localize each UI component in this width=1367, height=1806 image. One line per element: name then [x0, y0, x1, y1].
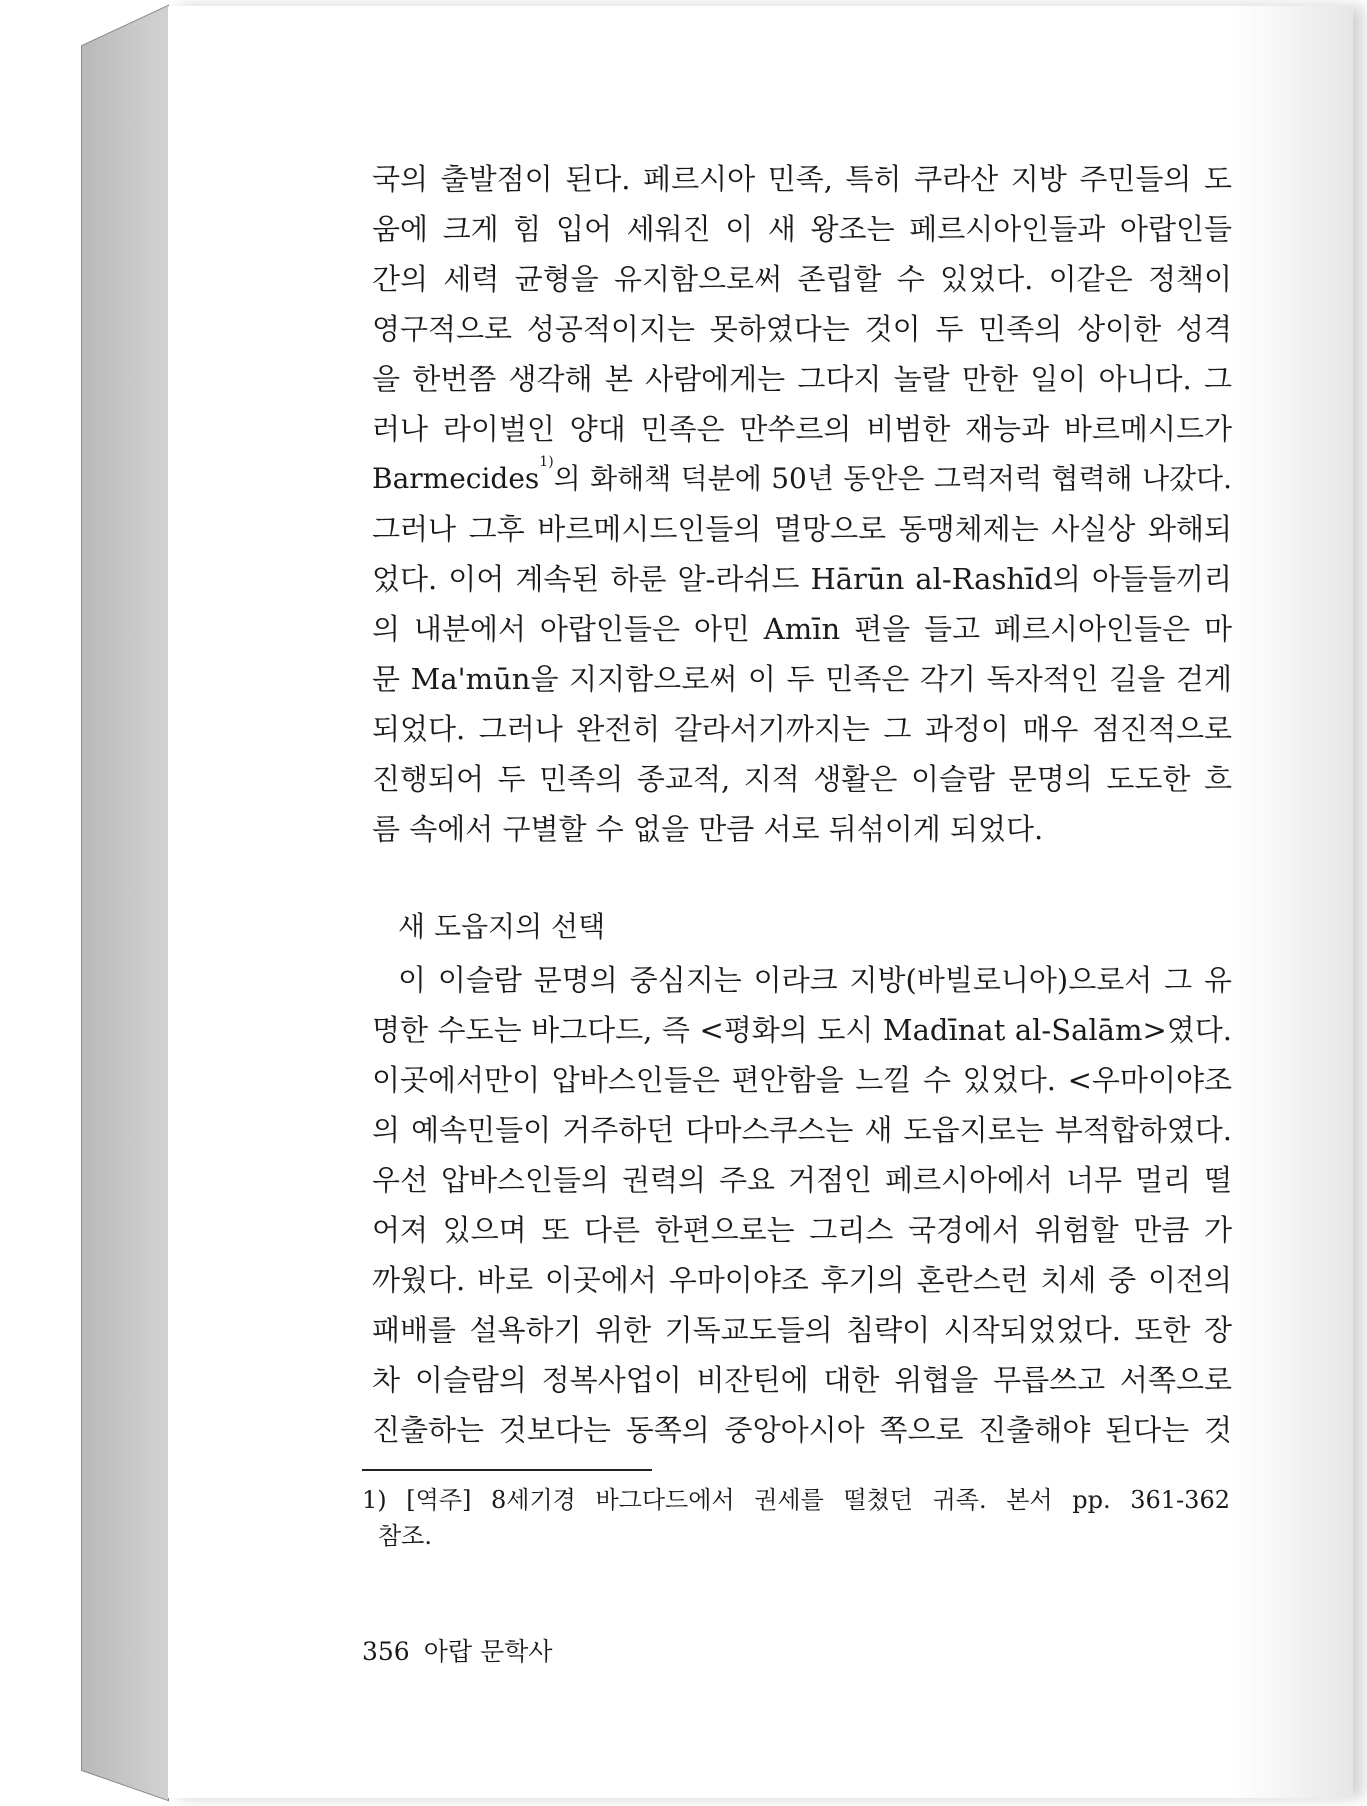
paragraph-2 — [372, 955, 1232, 1455]
text-line: 우선 압바스인들의 권력의 주요 거점인 페르시아에서 너무 멀리 떨 — [372, 1163, 1232, 1197]
footnote-line: 참조. — [378, 1522, 432, 1550]
text-line: 움에 크게 힘 입어 세워진 이 새 왕조는 페르시아인들과 아랍인들 — [372, 212, 1232, 246]
footnote-divider — [362, 1469, 652, 1471]
text-line: 진행되어 두 민족의 종교적, 지적 생활은 이슬람 문명의 도도한 흐 — [372, 762, 1232, 796]
page-footer — [362, 1632, 566, 1668]
text-line: 국의 출발점이 된다. 페르시아 민족, 특히 쿠라산 지방 주민들의 도 — [372, 162, 1232, 196]
text-line: 패배를 설욕하기 위한 기독교도들의 침략이 시작되었었다. 또한 장 — [372, 1313, 1232, 1347]
text-line-rest: 의 화해책 덕분에 50년 동안은 그럭저럭 협력해 나갔다. — [553, 462, 1232, 495]
text-line: 이곳에서만이 압바스인들은 편안함을 느낄 수 있었다. <우마이야조 — [372, 1063, 1232, 1097]
page-number: 356 — [362, 1637, 410, 1666]
footnote — [362, 1482, 1230, 1554]
text-line: 의 예속민들이 거주하던 다마스쿠스는 새 도읍지로는 부적합하였다. — [372, 1113, 1232, 1147]
text-line: 영구적으로 성공적이지는 못하였다는 것이 두 민족의 상이한 성격 — [372, 312, 1232, 346]
footnote-marker: 1) — [539, 454, 554, 470]
paragraph-1 — [372, 154, 1232, 854]
text-line — [372, 454, 1232, 504]
text-line: 러나 라이벌인 양대 민족은 만쑤르의 비범한 재능과 바르메시드가 — [372, 412, 1232, 446]
text-line: 진출하는 것보다는 동쪽의 중앙아시아 쪽으로 진출해야 된다는 것 — [372, 1413, 1232, 1447]
text-line: 까웠다. 바로 이곳에서 우마이야조 후기의 혼란스런 치세 중 이전의 — [372, 1263, 1232, 1297]
footnote-line: 1) [역주] 8세기경 바그다드에서 권세를 떨쳤던 귀족. 본서 pp. 361-362 — [362, 1486, 1230, 1514]
text-line: 이 이슬람 문명의 중심지는 이라크 지방(바빌로니아)으로서 그 유 — [398, 963, 1232, 997]
text-line: 그러나 그후 바르메시드인들의 멸망으로 동맹체제는 사실상 와해되 — [372, 512, 1232, 546]
text-line: 간의 세력 균형을 유지함으로써 존립할 수 있었다. 이같은 정책이 — [372, 262, 1232, 296]
text-line: 의 내분에서 아랍인들은 아민 Amīn 편을 들고 페르시아인들은 마 — [372, 612, 1232, 646]
text-line: 차 이슬람의 정복사업이 비잔틴에 대한 위협을 무릅쓰고 서쪽으로 — [372, 1363, 1232, 1397]
text-line: 명한 수도는 바그다드, 즉 <평화의 도시 Madīnat al-Salām>였다. — [372, 1013, 1232, 1047]
text-line: 을 한번쯤 생각해 본 사람에게는 그다지 놀랄 만한 일이 아니다. 그 — [372, 362, 1232, 396]
running-title: 아랍 문학사 — [423, 1637, 553, 1666]
text-line: 름 속에서 구별할 수 없을 만큼 서로 뒤섞이게 되었다. — [372, 812, 1044, 846]
text-line: 되었다. 그러나 완전히 갈라서기까지는 그 과정이 매우 점진적으로 — [372, 712, 1232, 746]
term-barmecides: Barmecides — [372, 462, 540, 495]
text-line: 어져 있으며 또 다른 한편으로는 그리스 국경에서 위험할 만큼 가 — [372, 1213, 1232, 1247]
text-line: 문 Ma'mūn을 지지함으로써 이 두 민족은 각기 독자적인 길을 걷게 — [372, 662, 1232, 696]
text-line: 었다. 이어 계속된 하룬 알-라쉬드 Hārūn al-Rashīd의 아들들끼리 — [372, 562, 1232, 596]
section-heading: 새 도읍지의 선택 — [398, 910, 606, 943]
